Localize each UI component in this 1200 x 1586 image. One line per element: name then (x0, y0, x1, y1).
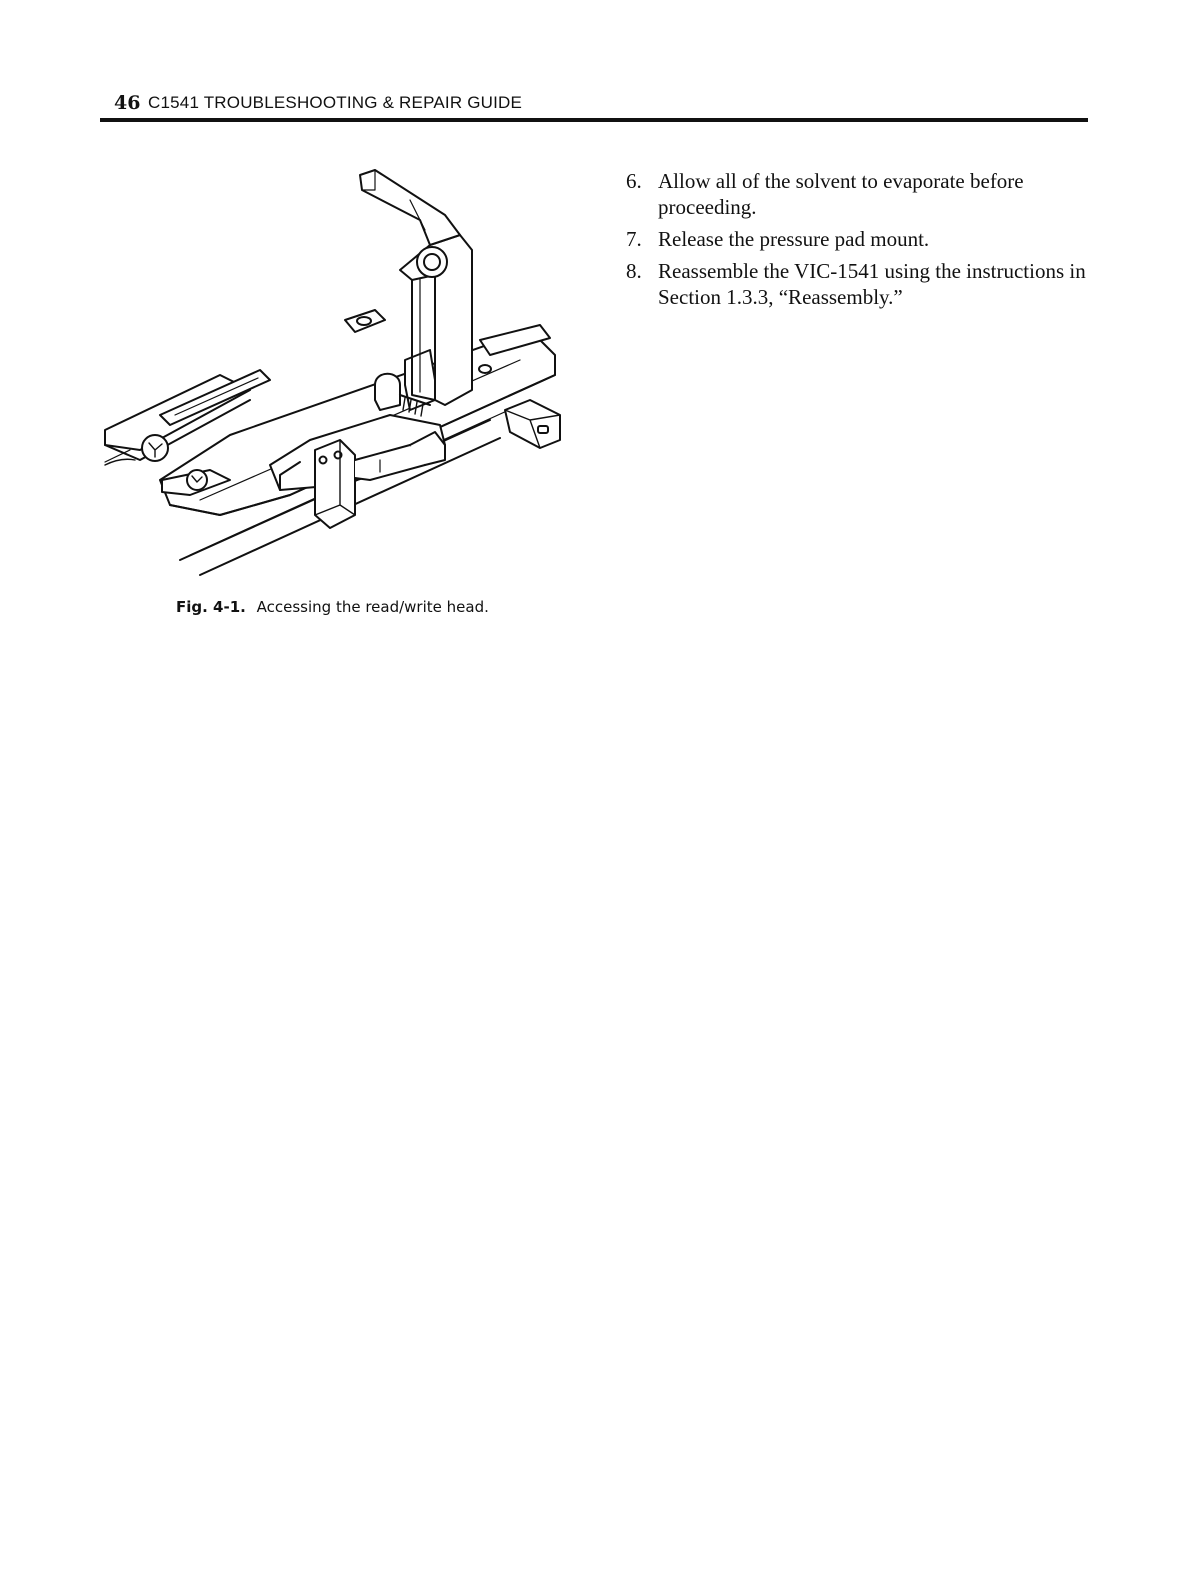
running-title: C1541 TROUBLESHOOTING & REPAIR GUIDE (148, 93, 523, 112)
list-item (626, 226, 1086, 252)
list-item (626, 168, 1086, 220)
list-item (626, 258, 1086, 310)
step-number: 6. (626, 169, 642, 193)
figure-caption-text: Accessing the read/write head. (256, 598, 489, 616)
step-number: 7. (626, 227, 642, 251)
figure-read-write-head (100, 160, 580, 590)
page-number: 46 (114, 92, 141, 114)
figure-label: Fig. 4-1. (176, 598, 246, 616)
figure-caption (176, 598, 489, 616)
running-head (100, 88, 1088, 122)
step-text: Allow all of the solvent to evaporate before proceeding. (658, 169, 1024, 219)
step-number: 8. (626, 259, 642, 283)
procedure-steps (626, 168, 1086, 316)
step-text: Release the pressure pad mount. (658, 227, 930, 251)
read-write-head-illustration (100, 160, 580, 590)
step-text: Reassemble the VIC-1541 using the instructions in Section 1.3.3, “Reassembly.” (658, 259, 1086, 309)
